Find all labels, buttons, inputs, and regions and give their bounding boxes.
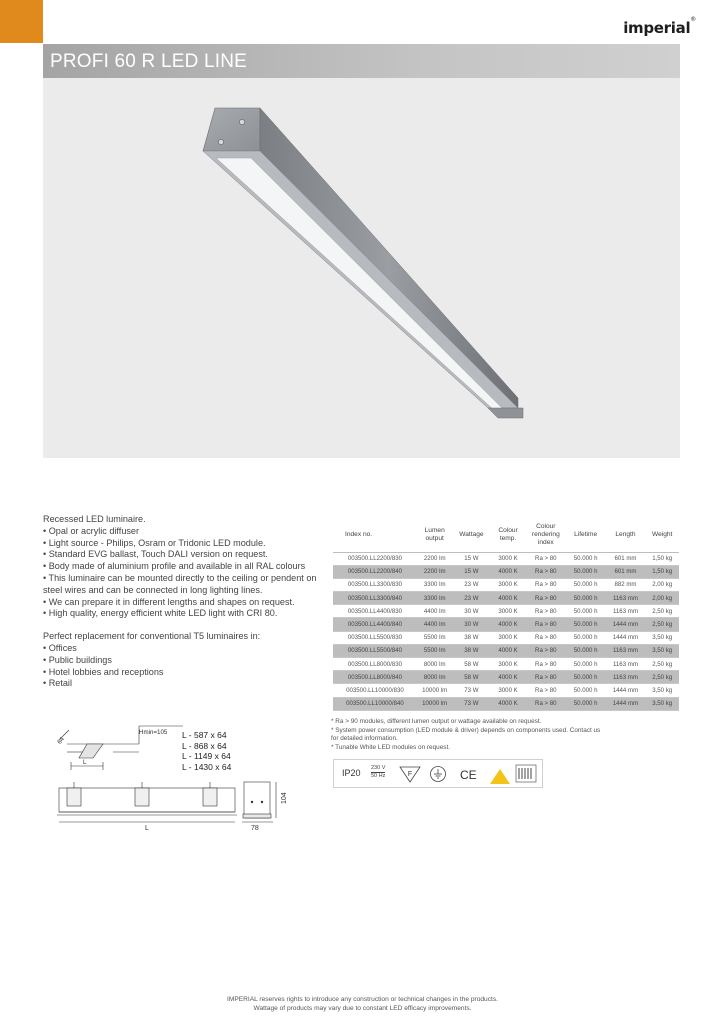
table-cell: Ra > 80 (526, 644, 566, 657)
table-row (333, 592, 679, 605)
description-line: • Opal or acrylic diffuser (43, 525, 140, 536)
ground-symbol-icon (431, 767, 446, 782)
table-cell: 003500.LL8000/830 (333, 658, 417, 671)
height-label: 104 (281, 792, 288, 804)
table-cell: Ra > 80 (526, 631, 566, 644)
table-cell: 3300 lm (417, 578, 453, 591)
table-cell: Ra > 80 (526, 658, 566, 671)
note-line: * Ra > 90 modules, different lumen output or wattage available on request. (331, 718, 542, 725)
header-lumen: Lumen output (424, 526, 445, 542)
application-item: • Offices (43, 642, 77, 653)
footer-line: Wattage of products may vary due to constant LED efficacy improvements. (253, 1004, 472, 1012)
table-cell: Ra > 80 (526, 697, 566, 710)
description-line: • This luminaire can be mounted directly to the ceiling or pendent on (43, 572, 317, 583)
table-header-row (333, 518, 679, 552)
table-cell: 1,50 kg (645, 565, 679, 578)
end-view-sketch (242, 782, 276, 822)
table-row (333, 552, 679, 565)
f-mark-icon (400, 767, 420, 782)
table-cell: 3000 K (490, 658, 526, 671)
application-item: • Public buildings (43, 654, 112, 665)
table-row (333, 697, 679, 710)
table-cell: 50.000 h (566, 592, 606, 605)
table-cell: 8000 lm (417, 658, 453, 671)
table-cell: 2,50 kg (645, 671, 679, 684)
cutout-l-label: L (83, 759, 87, 766)
voltage-label: 230 V (371, 765, 386, 771)
dali-driver-icon (516, 765, 536, 782)
table-cell: 73 W (453, 684, 491, 697)
cutout-dimension: L - 587 x 64 (182, 730, 227, 740)
table-cell: 3000 K (490, 631, 526, 644)
description-line: Recessed LED luminaire. (43, 514, 146, 524)
brand-logo (623, 16, 696, 37)
table-cell: 3000 K (490, 578, 526, 591)
header-lifetime: Lifetime (574, 530, 598, 538)
table-cell: 1,50 kg (645, 552, 679, 565)
table-cell: 2,50 kg (645, 605, 679, 618)
table-cell: 4400 lm (417, 605, 453, 618)
table-cell: Ra > 80 (526, 552, 566, 565)
table-cell: 58 W (453, 658, 491, 671)
table-cell: 10000 lm (417, 697, 453, 710)
table-cell: 003500.LL3300/830 (333, 578, 417, 591)
table-cell: 1444 mm (606, 697, 646, 710)
header-wattage: Wattage (459, 530, 484, 538)
led-light-icon (489, 763, 511, 786)
certification-icons (334, 760, 544, 789)
table-cell: 2,00 kg (645, 578, 679, 591)
table-row (333, 671, 679, 684)
table-cell: Ra > 80 (526, 578, 566, 591)
table-cell: 4400 lm (417, 618, 453, 631)
description-line: • Light source - Philips, Osram or Tridonic LED module. (43, 537, 266, 548)
table-cell: 3000 K (490, 552, 526, 565)
table-cell: 003500.LL4400/830 (333, 605, 417, 618)
table-row (333, 578, 679, 591)
table-cell: 4000 K (490, 618, 526, 631)
description-line: • High quality, energy efficient white LED light with CRI 80. (43, 608, 278, 619)
application-item: • Retail (43, 678, 72, 689)
ip-rating: IP20 (342, 768, 361, 778)
header-colour-temp: Colour temp. (498, 526, 518, 542)
frequency-label: 50 Hz (371, 772, 386, 779)
table-cell: 38 W (453, 631, 491, 644)
table-cell: 50.000 h (566, 605, 606, 618)
table-cell: 4000 K (490, 697, 526, 710)
table-cell: 50.000 h (566, 552, 606, 565)
table-cell: 73 W (453, 697, 491, 710)
hmin-label: Hmin=105 (139, 729, 168, 736)
table-cell: 30 W (453, 605, 491, 618)
table-cell: 3300 lm (417, 592, 453, 605)
table-cell: 1444 mm (606, 618, 646, 631)
table-cell: 50.000 h (566, 644, 606, 657)
length-label: L (145, 825, 149, 832)
table-cell: 003500.LL2200/840 (333, 565, 417, 578)
table-cell: 601 mm (606, 552, 646, 565)
table-cell: 003500.LL2200/830 (333, 552, 417, 565)
table-cell: 1163 mm (606, 592, 646, 605)
table-cell: 003500.LL10000/830 (333, 684, 417, 697)
header-cri: Colour rendering index (531, 522, 560, 546)
description-line: • Standard EVG ballast, Touch DALI version on request. (43, 549, 268, 560)
table-cell: 50.000 h (566, 565, 606, 578)
cutout-dimension: L - 1149 x 64 (182, 751, 231, 761)
table-cell: Ra > 80 (526, 618, 566, 631)
note-line: for detailed information. (331, 735, 398, 743)
f-mark-label: F (407, 771, 413, 778)
table-cell: 2200 lm (417, 565, 453, 578)
table-cell: Ra > 80 (526, 565, 566, 578)
footer-line: IMPERIAL reserves rights to introduce any construction or technical changes in the products. (227, 996, 498, 1003)
table-cell: 003500.LL3300/840 (333, 592, 417, 605)
table-cell: 30 W (453, 618, 491, 631)
table-cell: 1444 mm (606, 684, 646, 697)
technical-drawing (43, 718, 303, 838)
width-label: 78 (251, 825, 259, 832)
footer-disclaimer (0, 996, 725, 1013)
table-cell: 1444 mm (606, 631, 646, 644)
table-cell: 882 mm (606, 578, 646, 591)
table-cell: 1163 mm (606, 644, 646, 657)
spec-table (333, 518, 679, 711)
header-length: Length (615, 530, 636, 538)
table-cell: 5500 lm (417, 644, 453, 657)
table-cell: 3,50 kg (645, 644, 679, 657)
table-cell: 38 W (453, 644, 491, 657)
spec-table-body (333, 552, 679, 710)
table-cell: 58 W (453, 671, 491, 684)
table-cell: 1163 mm (606, 671, 646, 684)
product-photo (43, 78, 680, 458)
table-cell: 3,50 kg (645, 684, 679, 697)
cutout-dimension: L - 1430 x 64 (182, 761, 232, 772)
table-cell: 003500.LL10000/840 (333, 697, 417, 710)
power-supply-rating (371, 765, 385, 779)
table-row (333, 684, 679, 697)
application-item: • Hotel lobbies and receptions (43, 666, 164, 677)
table-cell: Ra > 80 (526, 671, 566, 684)
table-row (333, 644, 679, 657)
note-line: * System power consumption (LED module & driver) depends on components used. Contact us (331, 726, 601, 734)
table-cell: 003500.LL4400/840 (333, 618, 417, 631)
brand-name: imperial (623, 19, 691, 37)
table-row (333, 605, 679, 618)
table-cell: 50.000 h (566, 578, 606, 591)
table-cell: 3000 K (490, 684, 526, 697)
table-cell: Ra > 80 (526, 605, 566, 618)
table-cell: 3000 K (490, 605, 526, 618)
certification-strip (333, 759, 543, 788)
table-row (333, 618, 679, 631)
table-cell: 2,50 kg (645, 658, 679, 671)
table-cell: 2,00 kg (645, 592, 679, 605)
cutout-dimensions (182, 730, 231, 772)
cutout-dimension: L - 868 x 64 (182, 740, 227, 751)
page-title: PROFI 60 R LED LINE (50, 51, 248, 72)
table-cell: 3,50 kg (645, 631, 679, 644)
description-line: • Body made of aluminium profile and available in all RAL colours (43, 561, 306, 572)
table-cell: 003500.LL8000/840 (333, 671, 417, 684)
description-line: steel wires and can be connected in long lighting lines. (43, 584, 263, 595)
table-cell: 3,50 kg (645, 697, 679, 710)
table-cell: 15 W (453, 565, 491, 578)
table-cell: 2200 lm (417, 552, 453, 565)
applications-intro: Perfect replacement for conventional T5 luminaires in: (43, 631, 261, 642)
table-cell: 8000 lm (417, 671, 453, 684)
table-cell: 4000 K (490, 644, 526, 657)
table-cell: 5500 lm (417, 631, 453, 644)
table-cell: 23 W (453, 578, 491, 591)
table-cell: 50.000 h (566, 658, 606, 671)
table-cell: 15 W (453, 552, 491, 565)
table-cell: 003500.LL5500/830 (333, 631, 417, 644)
table-row (333, 658, 679, 671)
table-row (333, 565, 679, 578)
table-cell: 601 mm (606, 565, 646, 578)
table-cell: Ra > 80 (526, 592, 566, 605)
spec-notes (331, 718, 621, 752)
table-cell: 4000 K (490, 671, 526, 684)
side-elevation-sketch (57, 782, 237, 822)
note-line: * Tunable White LED modules on request. (331, 743, 451, 751)
table-cell: 50.000 h (566, 618, 606, 631)
table-cell: 2,50 kg (645, 618, 679, 631)
table-cell: 003500.LL5500/840 (333, 644, 417, 657)
table-cell: 23 W (453, 592, 491, 605)
table-cell: 50.000 h (566, 631, 606, 644)
angle-label: 64 (56, 735, 66, 746)
table-cell: 4000 K (490, 592, 526, 605)
table-cell: 1163 mm (606, 658, 646, 671)
brand-reg-mark: ® (690, 16, 696, 23)
title-bar (43, 44, 680, 78)
ce-mark-icon: CE (460, 768, 477, 782)
luminaire-illustration (43, 78, 680, 458)
table-cell: 10000 lm (417, 684, 453, 697)
table-cell: 50.000 h (566, 697, 606, 710)
description-line: • We can prepare it in different lengths and shapes on request. (43, 596, 295, 607)
table-cell: 50.000 h (566, 684, 606, 697)
header-weight: Weight (651, 530, 673, 538)
table-cell: 50.000 h (566, 671, 606, 684)
table-cell: 1163 mm (606, 605, 646, 618)
table-row (333, 631, 679, 644)
product-description (43, 514, 318, 690)
table-cell: 4000 K (490, 565, 526, 578)
table-cell: Ra > 80 (526, 684, 566, 697)
header-index: Index no. (345, 530, 373, 538)
brand-accent-tab (0, 0, 43, 43)
